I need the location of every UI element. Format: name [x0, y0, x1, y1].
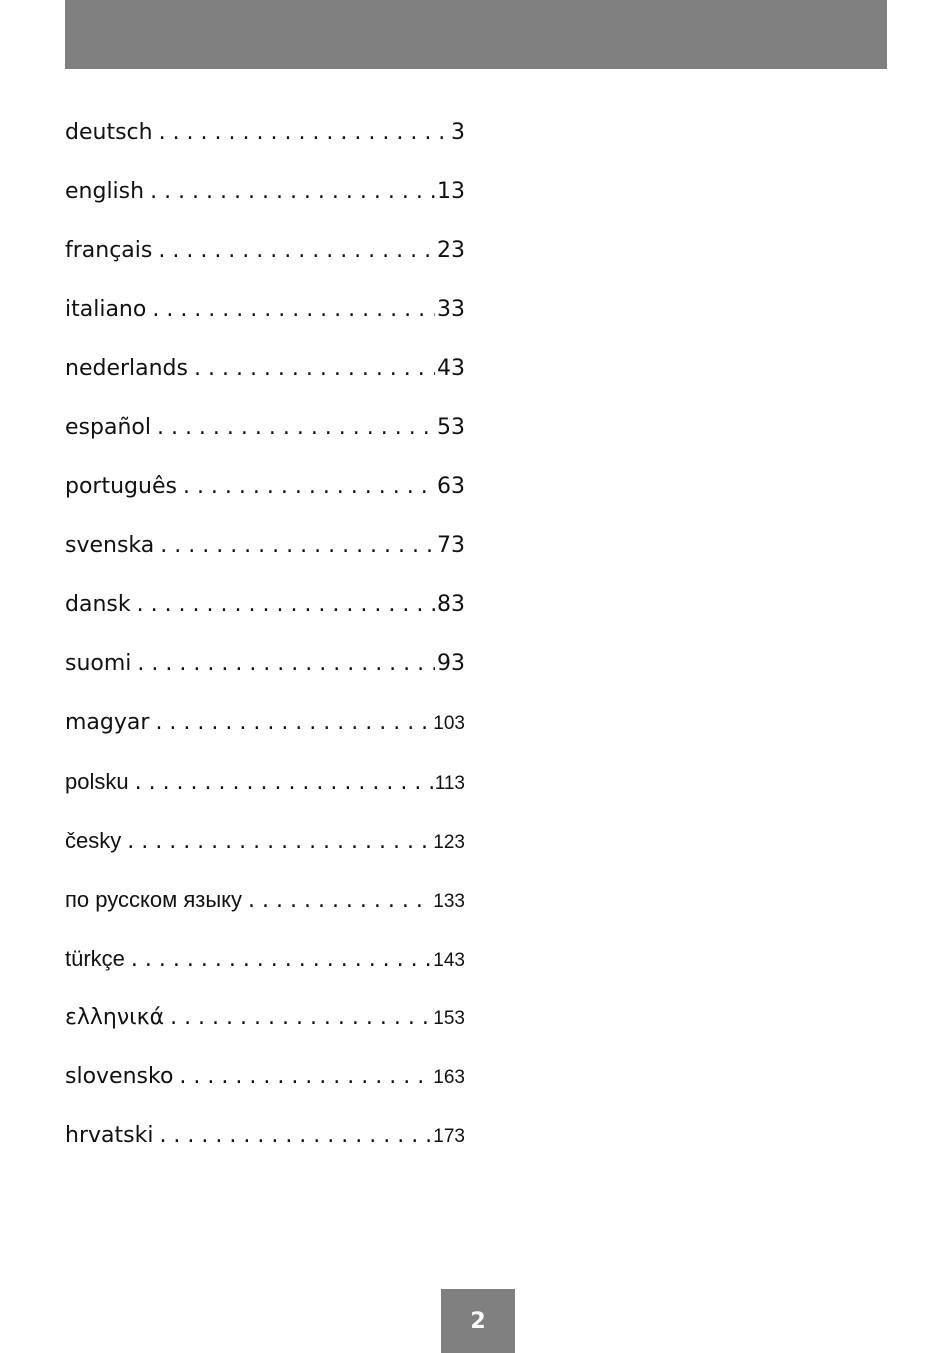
toc-page-number: 93 — [437, 651, 465, 676]
toc-label: slovensko — [65, 1064, 174, 1089]
toc-entry-dansk[interactable] — [65, 592, 465, 651]
leader-dots — [179, 1064, 431, 1089]
toc-entry-greek[interactable] — [65, 1005, 465, 1064]
table-of-contents — [65, 120, 465, 1182]
leader-dots — [248, 888, 431, 913]
toc-label: español — [65, 415, 151, 440]
toc-label: português — [65, 474, 177, 499]
page-number-tab — [441, 1289, 515, 1353]
toc-entry-magyar[interactable] — [65, 710, 465, 769]
toc-label: suomi — [65, 651, 132, 676]
toc-page-number: 123 — [433, 832, 465, 853]
page-number: 2 — [470, 1308, 486, 1334]
toc-page-number: 63 — [437, 474, 465, 499]
toc-page-number: 173 — [433, 1126, 465, 1147]
toc-label: svenska — [65, 533, 155, 558]
toc-entry-svenska[interactable] — [65, 533, 465, 592]
toc-page-number: 153 — [433, 1008, 465, 1029]
toc-entry-turkce[interactable] — [65, 946, 465, 1005]
leader-dots — [155, 710, 431, 735]
toc-label: ελληνικά — [65, 1005, 165, 1030]
toc-label: nederlands — [65, 356, 188, 381]
leader-dots — [150, 179, 435, 204]
header-bar — [65, 0, 887, 69]
toc-page-number: 143 — [433, 950, 465, 971]
toc-page-number: 43 — [437, 356, 465, 381]
toc-entry-hrvatski[interactable] — [65, 1123, 465, 1182]
toc-page-number: 73 — [437, 533, 465, 558]
toc-label: polsku — [65, 769, 129, 794]
leader-dots — [160, 533, 435, 558]
toc-label: česky — [65, 828, 122, 853]
toc-label: magyar — [65, 710, 150, 735]
toc-entry-italiano[interactable] — [65, 297, 465, 356]
toc-entry-nederlands[interactable] — [65, 356, 465, 415]
toc-entry-russian[interactable] — [65, 887, 465, 946]
toc-page-number: 3 — [451, 120, 465, 145]
toc-label: français — [65, 238, 153, 263]
toc-label: english — [65, 179, 145, 204]
toc-entry-cesky[interactable] — [65, 828, 465, 887]
leader-dots — [135, 770, 433, 795]
toc-page-number: 113 — [434, 773, 465, 794]
toc-entry-slovensko[interactable] — [65, 1064, 465, 1123]
toc-entry-english[interactable] — [65, 179, 465, 238]
toc-entry-francais[interactable] — [65, 238, 465, 297]
toc-page-number: 163 — [433, 1067, 465, 1088]
leader-dots — [127, 829, 431, 854]
leader-dots — [194, 356, 435, 381]
leader-dots — [170, 1005, 431, 1030]
toc-entry-suomi[interactable] — [65, 651, 465, 710]
toc-page-number: 13 — [437, 179, 465, 204]
toc-page-number: 53 — [437, 415, 465, 440]
leader-dots — [157, 415, 435, 440]
toc-page-number: 33 — [437, 297, 465, 322]
toc-label: deutsch — [65, 120, 153, 145]
toc-label: hrvatski — [65, 1123, 154, 1148]
toc-label: italiano — [65, 297, 147, 322]
toc-entry-deutsch[interactable] — [65, 120, 465, 179]
toc-label: dansk — [65, 592, 131, 617]
leader-dots — [159, 120, 449, 145]
toc-label: по русском языку — [65, 887, 243, 912]
leader-dots — [159, 1123, 431, 1148]
leader-dots — [131, 947, 431, 972]
toc-page-number: 23 — [437, 238, 465, 263]
toc-page-number: 83 — [437, 592, 465, 617]
leader-dots — [158, 238, 435, 263]
leader-dots — [137, 651, 435, 676]
leader-dots — [152, 297, 435, 322]
toc-entry-polsku[interactable] — [65, 769, 465, 828]
leader-dots — [137, 592, 435, 617]
toc-page-number: 103 — [433, 713, 465, 734]
toc-page-number: 133 — [433, 891, 465, 912]
toc-label: türkçe — [65, 946, 125, 971]
toc-entry-espanol[interactable] — [65, 415, 465, 474]
leader-dots — [183, 474, 435, 499]
toc-entry-portugues[interactable] — [65, 474, 465, 533]
